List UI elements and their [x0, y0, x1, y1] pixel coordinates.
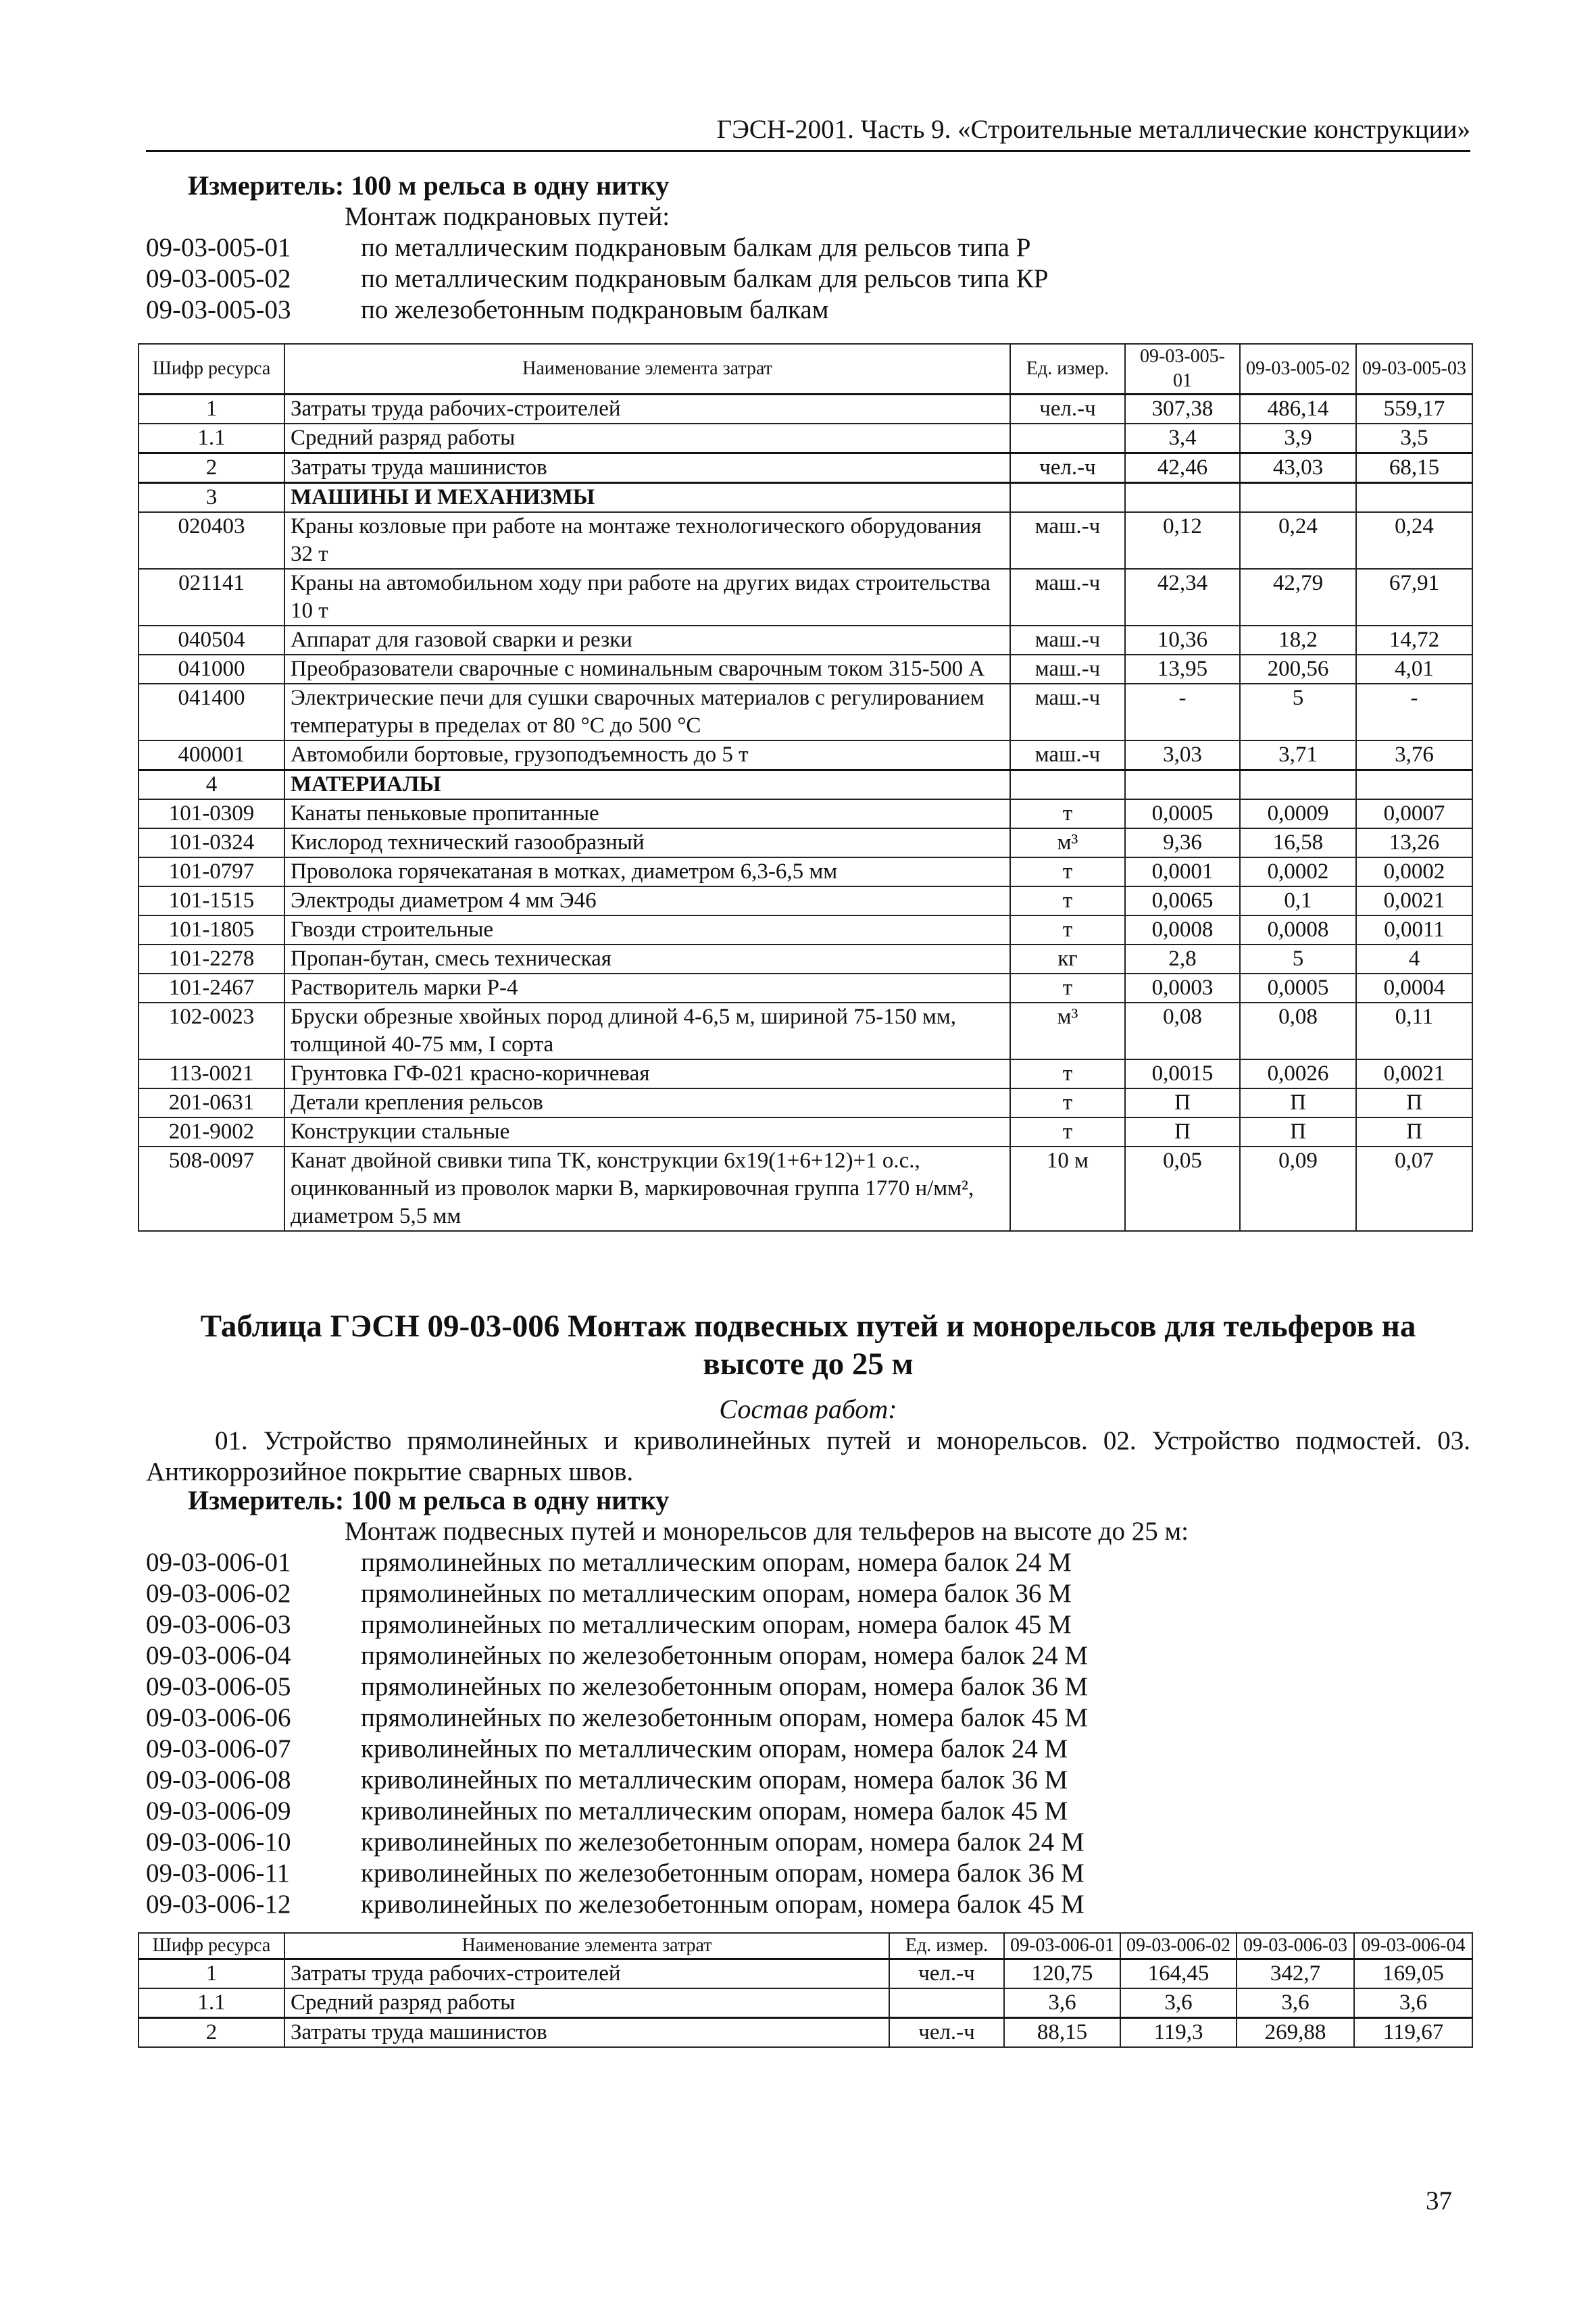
value-cell: 3,71	[1240, 740, 1356, 770]
value-cell: 119,3	[1120, 2018, 1237, 2048]
resource-code: 201-0631	[139, 1088, 284, 1117]
resource-name: Гвозди строительные	[284, 915, 1010, 945]
resource-code: 2	[139, 2018, 284, 2048]
value-cell: 119,67	[1354, 2018, 1472, 2048]
code-row	[146, 1547, 1472, 1578]
value-cell: 13,95	[1125, 655, 1240, 684]
table-row	[139, 1059, 1472, 1088]
code-row	[146, 1889, 1472, 1920]
resource-name: Грунтовка ГФ-021 красно-коричневая	[284, 1059, 1010, 1088]
value-cell: 0,07	[1356, 1147, 1472, 1231]
value-cell: 3,6	[1237, 1988, 1354, 2018]
value-cell: -	[1125, 684, 1240, 740]
value-cell: 0,0005	[1125, 799, 1240, 828]
header-col-1: 09-03-005-01	[1125, 344, 1240, 395]
resource-code: 101-2278	[139, 945, 284, 974]
value-cell	[1125, 483, 1240, 513]
value-cell: 42,46	[1125, 453, 1240, 483]
table-row	[139, 424, 1472, 453]
unit-cell: т	[1010, 857, 1125, 886]
norm-description: прямолинейных по металлическим опорам, номера балок 36 М	[361, 1579, 1072, 1608]
value-cell: 0,12	[1125, 512, 1240, 569]
value-cell: 0,0065	[1125, 886, 1240, 915]
value-cell: 0,0001	[1125, 857, 1240, 886]
value-cell: 68,15	[1356, 453, 1472, 483]
value-cell: 43,03	[1240, 453, 1356, 483]
norm-code: 09-03-006-11	[146, 1859, 291, 1888]
table-body	[139, 1959, 1472, 2048]
group-heading: МАШИНЫ И МЕХАНИЗМЫ	[284, 483, 1010, 513]
header-col-2: 09-03-006-02	[1120, 1933, 1237, 1959]
resource-name: Детали крепления рельсов	[284, 1088, 1010, 1117]
unit-cell: маш.-ч	[1010, 512, 1125, 569]
value-cell: 5	[1240, 684, 1356, 740]
code-row	[146, 1671, 1472, 1703]
norm-code: 09-03-006-04	[146, 1641, 291, 1670]
value-cell: 4,01	[1356, 655, 1472, 684]
unit-cell: т	[1010, 1088, 1125, 1117]
unit-cell: т	[1010, 1059, 1125, 1088]
value-cell: 0,0021	[1356, 1059, 1472, 1088]
norm-description: по металлическим подкрановым балкам для рельсов типа Р	[361, 233, 1031, 262]
value-cell: 3,6	[1120, 1988, 1237, 2018]
value-cell: П	[1125, 1088, 1240, 1117]
value-cell: П	[1356, 1088, 1472, 1117]
resource-code: 102-0023	[139, 1003, 284, 1059]
resource-name: Кислород технический газообразный	[284, 828, 1010, 857]
code-row	[146, 232, 1472, 263]
norm-description: прямолинейных по железобетонным опорам, номера балок 24 М	[361, 1641, 1089, 1670]
header-unit: Ед. измер.	[889, 1933, 1004, 1959]
value-cell: 200,56	[1240, 655, 1356, 684]
value-cell: 9,36	[1125, 828, 1240, 857]
value-cell	[1125, 770, 1240, 800]
table-row	[139, 1959, 1472, 1989]
value-cell: 0,0005	[1240, 974, 1356, 1003]
norm-description: по металлическим подкрановым балкам для рельсов типа КР	[361, 264, 1049, 293]
resource-code: 101-0309	[139, 799, 284, 828]
table-row	[139, 655, 1472, 684]
unit-cell: т	[1010, 915, 1125, 945]
table-row	[139, 770, 1472, 800]
unit-cell: чел.-ч	[889, 2018, 1004, 2048]
code-row	[146, 1703, 1472, 1734]
value-cell	[1356, 483, 1472, 513]
value-cell: 0,0007	[1356, 799, 1472, 828]
table-row	[139, 395, 1472, 424]
value-cell: 0,24	[1356, 512, 1472, 569]
header-unit: Ед. измер.	[1010, 344, 1125, 395]
measure-unit: Измеритель: 100 м рельса в одну нитку	[188, 170, 670, 201]
unit-cell: т	[1010, 886, 1125, 915]
value-cell: 4	[1356, 945, 1472, 974]
value-cell: П	[1125, 1117, 1240, 1147]
table-row	[139, 626, 1472, 655]
code-row	[146, 1796, 1472, 1827]
resource-code: 4	[139, 770, 284, 800]
value-cell: 0,0002	[1240, 857, 1356, 886]
code-row	[146, 1578, 1472, 1609]
table-row	[139, 1117, 1472, 1147]
resource-code: 1.1	[139, 1988, 284, 2018]
resource-name: Затраты труда рабочих-строителей	[284, 395, 1010, 424]
norm-code: 09-03-006-07	[146, 1734, 291, 1763]
section-006-header	[146, 1485, 1472, 1920]
unit-cell: маш.-ч	[1010, 740, 1125, 770]
resource-code: 101-1515	[139, 886, 284, 915]
table-row	[139, 886, 1472, 915]
resource-name: Затраты труда рабочих-строителей	[284, 1959, 889, 1989]
header-col-3: 09-03-006-03	[1237, 1933, 1354, 1959]
resource-name: Аппарат для газовой сварки и резки	[284, 626, 1010, 655]
resource-code: 101-0324	[139, 828, 284, 857]
resource-code: 1.1	[139, 424, 284, 453]
resource-code: 040504	[139, 626, 284, 655]
code-row	[146, 295, 1472, 326]
norm-code: 09-03-005-01	[146, 233, 291, 262]
resource-code: 101-1805	[139, 915, 284, 945]
code-row	[146, 1734, 1472, 1765]
unit-cell: т	[1010, 1117, 1125, 1147]
value-cell: 0,0008	[1125, 915, 1240, 945]
value-cell: 42,34	[1125, 569, 1240, 626]
norm-code: 09-03-005-02	[146, 264, 291, 293]
value-cell: 3,6	[1004, 1988, 1120, 2018]
value-cell: 164,45	[1120, 1959, 1237, 1989]
norm-code: 09-03-006-05	[146, 1672, 291, 1701]
unit-cell: т	[1010, 799, 1125, 828]
value-cell: 0,11	[1356, 1003, 1472, 1059]
header-name: Наименование элемента затрат	[284, 344, 1010, 395]
norm-description: криволинейных по металлическим опорам, номера балок 24 М	[361, 1734, 1068, 1763]
unit-cell: чел.-ч	[1010, 395, 1125, 424]
norm-description: прямолинейных по железобетонным опорам, номера балок 45 М	[361, 1703, 1089, 1732]
value-cell: 14,72	[1356, 626, 1472, 655]
norm-description: криволинейных по железобетонным опорам, номера балок 24 М	[361, 1828, 1084, 1857]
value-cell: 559,17	[1356, 395, 1472, 424]
resource-code: 113-0021	[139, 1059, 284, 1088]
value-cell	[1240, 483, 1356, 513]
norm-code: 09-03-006-03	[146, 1610, 291, 1639]
resource-name: Канаты пеньковые пропитанные	[284, 799, 1010, 828]
code-row	[146, 1858, 1472, 1889]
resource-name: Проволока горячекатаная в мотках, диаметром 6,3-6,5 мм	[284, 857, 1010, 886]
table-row	[139, 569, 1472, 626]
norm-description: прямолинейных по железобетонным опорам, номера балок 36 М	[361, 1672, 1089, 1701]
header-name: Наименование элемента затрат	[284, 1933, 889, 1959]
table-row	[139, 828, 1472, 857]
table-row	[139, 857, 1472, 886]
value-cell: 0,0009	[1240, 799, 1356, 828]
norm-description: по железобетонным подкрановым балкам	[361, 295, 829, 324]
header-col-3: 09-03-005-03	[1356, 344, 1472, 395]
resource-name: Растворитель марки Р-4	[284, 974, 1010, 1003]
value-cell: 0,08	[1125, 1003, 1240, 1059]
value-cell: 2,8	[1125, 945, 1240, 974]
unit-cell	[889, 1988, 1004, 2018]
table-title-line2: высоте до 25 м	[703, 1347, 914, 1382]
value-cell: 0,0008	[1240, 915, 1356, 945]
unit-cell: маш.-ч	[1010, 626, 1125, 655]
unit-cell: т	[1010, 974, 1125, 1003]
norm-description: криволинейных по железобетонным опорам, номера балок 36 М	[361, 1859, 1084, 1888]
resource-name: Средний разряд работы	[284, 424, 1010, 453]
resource-table-005	[138, 343, 1473, 1232]
value-cell: 486,14	[1240, 395, 1356, 424]
norm-code: 09-03-006-08	[146, 1765, 291, 1794]
table-header-row	[139, 344, 1472, 395]
value-cell: -	[1356, 684, 1472, 740]
resource-code: 2	[139, 453, 284, 483]
table-row	[139, 684, 1472, 740]
value-cell: 13,26	[1356, 828, 1472, 857]
table-row	[139, 945, 1472, 974]
resource-code: 021141	[139, 569, 284, 626]
norm-code: 09-03-006-02	[146, 1579, 291, 1608]
value-cell: 0,0002	[1356, 857, 1472, 886]
value-cell: 42,79	[1240, 569, 1356, 626]
norm-description: криволинейных по металлическим опорам, номера балок 45 М	[361, 1796, 1068, 1826]
measure-unit: Измеритель: 100 м рельса в одну нитку	[188, 1485, 670, 1515]
value-cell: 3,4	[1125, 424, 1240, 453]
resource-code: 101-2467	[139, 974, 284, 1003]
table-header-row	[139, 1933, 1472, 1959]
resource-code: 3	[139, 483, 284, 513]
unit-cell: маш.-ч	[1010, 684, 1125, 740]
resource-name: Канат двойной свивки типа ТК, конструкции 6х19(1+6+12)+1 о.с., оцинкованный из проволок марки В, маркировочная группа 1770 н/мм², диаметром 5,5 мм	[284, 1147, 1010, 1231]
table-row	[139, 453, 1472, 483]
table-row	[139, 974, 1472, 1003]
header-col-2: 09-03-005-02	[1240, 344, 1356, 395]
value-cell: 342,7	[1237, 1959, 1354, 1989]
value-cell	[1356, 770, 1472, 800]
unit-cell: м³	[1010, 828, 1125, 857]
table-row	[139, 512, 1472, 569]
unit-cell	[1010, 483, 1125, 513]
unit-cell: чел.-ч	[889, 1959, 1004, 1989]
running-header: ГЭСН-2001. Часть 9. «Строительные металлические конструкции»	[146, 115, 1470, 152]
code-row	[146, 1827, 1472, 1858]
resource-name: Преобразователи сварочные с номинальным сварочным током 315-500 А	[284, 655, 1010, 684]
norm-description: прямолинейных по металлическим опорам, номера балок 45 М	[361, 1610, 1072, 1639]
table-row	[139, 1088, 1472, 1117]
code-list	[146, 232, 1472, 326]
table-title-line1: Таблица ГЭСН 09-03-006 Монтаж подвесных путей и монорельсов для тельферов на	[200, 1309, 1416, 1344]
table-row	[139, 1988, 1472, 2018]
value-cell: П	[1356, 1117, 1472, 1147]
value-cell: 0,0003	[1125, 974, 1240, 1003]
value-cell: 0,0026	[1240, 1059, 1356, 1088]
code-row	[146, 1609, 1472, 1640]
value-cell: 10,36	[1125, 626, 1240, 655]
resource-name: Бруски обрезные хвойных пород длиной 4-6,5 м, шириной 75-150 мм, толщиной 40-75 мм, I сорта	[284, 1003, 1010, 1059]
resource-code: 041000	[139, 655, 284, 684]
value-cell: 0,05	[1125, 1147, 1240, 1231]
table-row	[139, 1003, 1472, 1059]
work-intro: Монтаж подкрановых путей:	[345, 202, 670, 231]
value-cell: 3,9	[1240, 424, 1356, 453]
value-cell: 3,76	[1356, 740, 1472, 770]
resource-name: Электрические печи для сушки сварочных материалов с регулированием температуры в пределах от 80 °С до 500 °С	[284, 684, 1010, 740]
unit-cell	[1010, 424, 1125, 453]
table-row	[139, 483, 1472, 513]
group-heading: МАТЕРИАЛЫ	[284, 770, 1010, 800]
header-col-1: 09-03-006-01	[1004, 1933, 1120, 1959]
resource-code: 041400	[139, 684, 284, 740]
value-cell: 169,05	[1354, 1959, 1472, 1989]
resource-table-006	[138, 1932, 1473, 2048]
norm-code: 09-03-006-12	[146, 1890, 291, 1919]
norm-code: 09-03-006-09	[146, 1796, 291, 1826]
table-row	[139, 915, 1472, 945]
unit-cell: маш.-ч	[1010, 655, 1125, 684]
norm-description: криволинейных по металлическим опорам, номера балок 36 М	[361, 1765, 1068, 1794]
value-cell: 307,38	[1125, 395, 1240, 424]
value-cell: 16,58	[1240, 828, 1356, 857]
norm-description: прямолинейных по металлическим опорам, номера балок 24 М	[361, 1548, 1072, 1577]
works-description: 01. Устройство прямолинейных и криволинейных путей и монорельсов. 02. Устройство подмостей. 03. Антикоррозийное покрытие сварных швов.	[146, 1426, 1470, 1486]
value-cell: 0,0021	[1356, 886, 1472, 915]
unit-cell: 10 м	[1010, 1147, 1125, 1231]
resource-code: 1	[139, 395, 284, 424]
value-cell: 67,91	[1356, 569, 1472, 626]
resource-name: Средний разряд работы	[284, 1988, 889, 2018]
resource-name: Электроды диаметром 4 мм Э46	[284, 886, 1010, 915]
header-code: Шифр ресурса	[139, 1933, 284, 1959]
resource-name: Автомобили бортовые, грузоподъемность до 5 т	[284, 740, 1010, 770]
code-row	[146, 1765, 1472, 1796]
resource-name: Затраты труда машинистов	[284, 453, 1010, 483]
header-code: Шифр ресурса	[139, 344, 284, 395]
value-cell: 0,08	[1240, 1003, 1356, 1059]
work-intro: Монтаж подвесных путей и монорельсов для тельферов на высоте до 25 м:	[345, 1517, 1189, 1546]
value-cell: 18,2	[1240, 626, 1356, 655]
unit-cell: кг	[1010, 945, 1125, 974]
resource-code: 020403	[139, 512, 284, 569]
value-cell: П	[1240, 1117, 1356, 1147]
value-cell: 3,03	[1125, 740, 1240, 770]
table-body	[139, 395, 1472, 1232]
norm-code: 09-03-006-01	[146, 1548, 291, 1577]
value-cell: 269,88	[1237, 2018, 1354, 2048]
unit-cell: маш.-ч	[1010, 569, 1125, 626]
value-cell: П	[1240, 1088, 1356, 1117]
value-cell: 0,0004	[1356, 974, 1472, 1003]
unit-cell	[1010, 770, 1125, 800]
resource-code: 1	[139, 1959, 284, 1989]
resource-code: 400001	[139, 740, 284, 770]
resource-name: Краны козловые при работе на монтаже технологического оборудования 32 т	[284, 512, 1010, 569]
norm-code: 09-03-006-06	[146, 1703, 291, 1732]
resource-name: Затраты труда машинистов	[284, 2018, 889, 2048]
value-cell: 3,5	[1356, 424, 1472, 453]
resource-code: 508-0097	[139, 1147, 284, 1231]
code-list	[146, 1547, 1472, 1920]
value-cell: 0,09	[1240, 1147, 1356, 1231]
header-col-4: 09-03-006-04	[1354, 1933, 1472, 1959]
page-number: 37	[1426, 2186, 1452, 2215]
resource-name: Пропан-бутан, смесь техническая	[284, 945, 1010, 974]
value-cell	[1240, 770, 1356, 800]
value-cell: 0,24	[1240, 512, 1356, 569]
table-title	[146, 1307, 1470, 1383]
code-row	[146, 1640, 1472, 1671]
resource-name: Краны на автомобильном ходу при работе на других видах строительства 10 т	[284, 569, 1010, 626]
code-row	[146, 263, 1472, 295]
works-label: Состав работ:	[719, 1394, 897, 1424]
value-cell: 0,1	[1240, 886, 1356, 915]
value-cell: 0,0011	[1356, 915, 1472, 945]
norm-description: криволинейных по железобетонным опорам, номера балок 45 М	[361, 1890, 1084, 1919]
value-cell: 0,0015	[1125, 1059, 1240, 1088]
norm-code: 09-03-006-10	[146, 1828, 291, 1857]
value-cell: 120,75	[1004, 1959, 1120, 1989]
value-cell: 88,15	[1004, 2018, 1120, 2048]
value-cell: 3,6	[1354, 1988, 1472, 2018]
value-cell: 5	[1240, 945, 1356, 974]
section-005-header	[146, 170, 1472, 326]
table-row	[139, 799, 1472, 828]
table-row	[139, 1147, 1472, 1231]
table-row	[139, 2018, 1472, 2048]
unit-cell: м³	[1010, 1003, 1125, 1059]
unit-cell: чел.-ч	[1010, 453, 1125, 483]
resource-code: 101-0797	[139, 857, 284, 886]
resource-name: Конструкции стальные	[284, 1117, 1010, 1147]
norm-code: 09-03-005-03	[146, 295, 291, 324]
resource-code: 201-9002	[139, 1117, 284, 1147]
table-row	[139, 740, 1472, 770]
